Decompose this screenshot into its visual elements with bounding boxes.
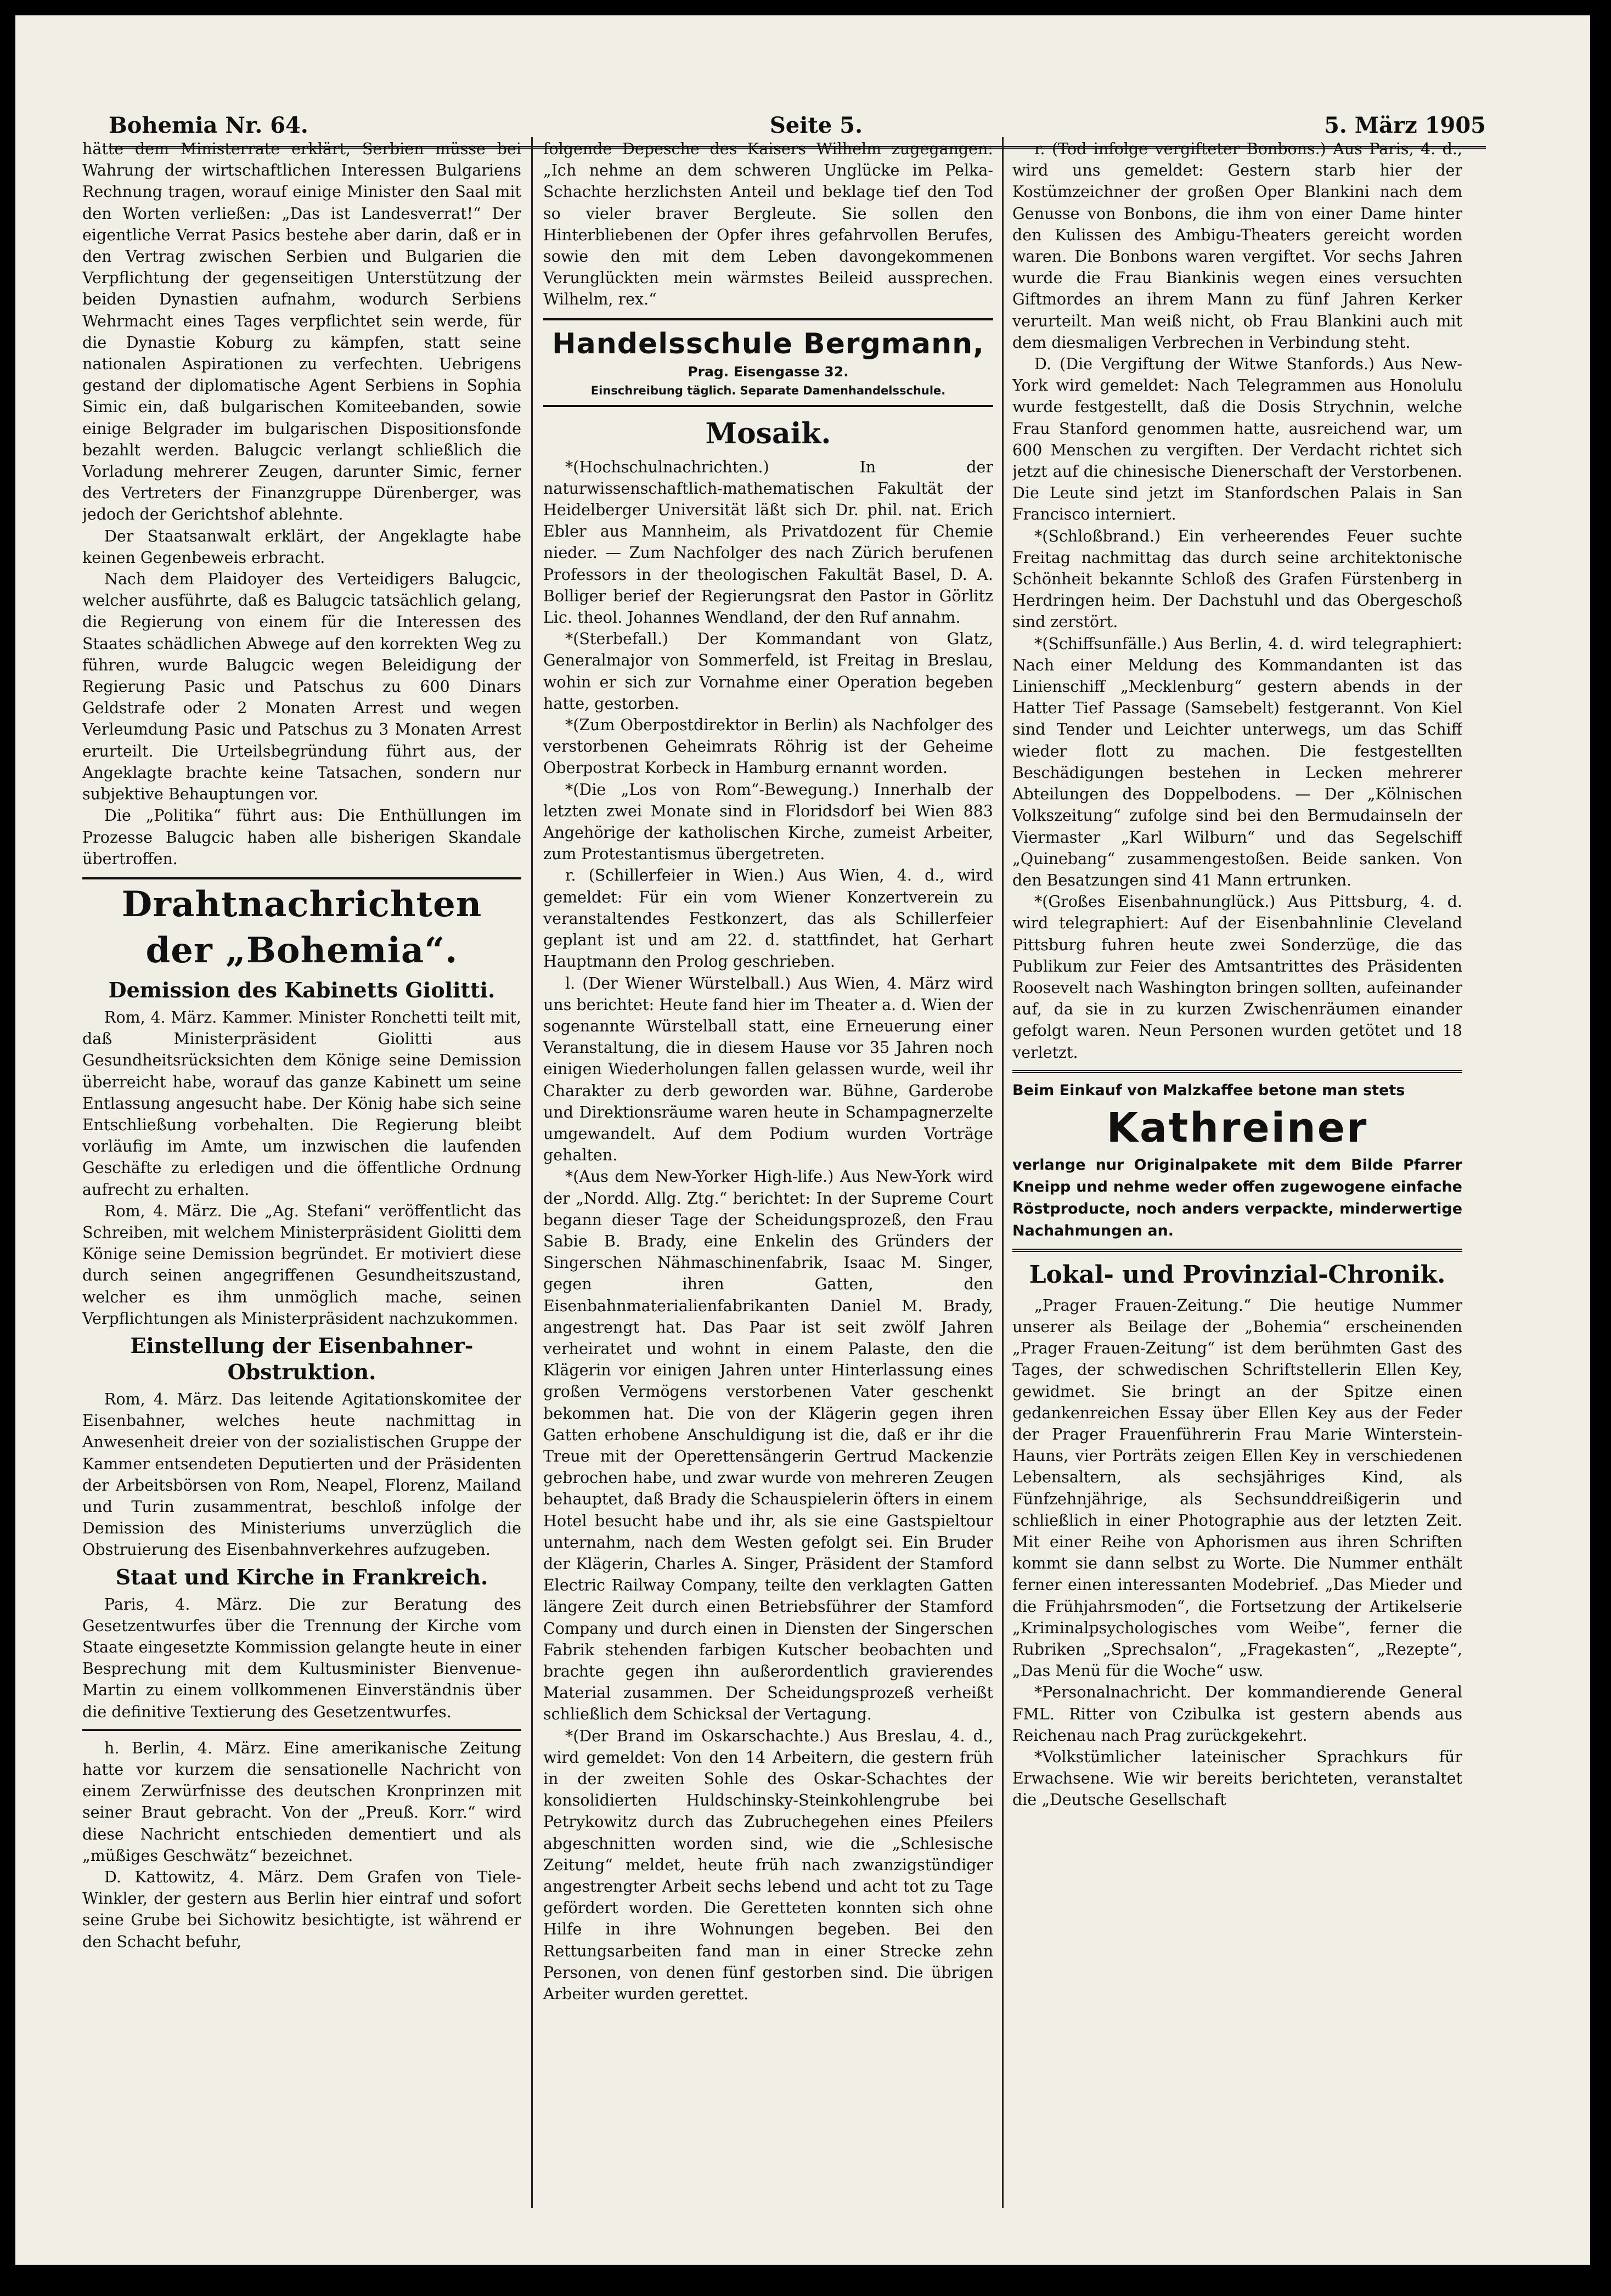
header-issue: Bohemia Nr. 64.: [109, 112, 308, 138]
ad-title: Handelsschule Bergmann,: [552, 327, 984, 360]
article-paragraph: *(Großes Eisenbahnunglück.) Aus Pittsburg, 4. d. wird telegraphiert: Auf der Eisenbahnlinie Cleveland Pittsburg fuhren heute zwei Sonderzüge, die das Publikum zur Feier des Amtsantrittes des Präsidenten Roosevelt nach Washington bringen sollten, aufeinander auf, da sie in zu kurzen Zwischenräumen einander gefolgt waren. Neun Personen wurden getötet und 18 verletzt.: [1012, 893, 1462, 1062]
section-title-lokal: Lokal- und Provinzial-Chronik.: [1029, 1260, 1446, 1289]
column-2: [543, 138, 993, 2005]
header-date: 5. März 1905: [1324, 112, 1486, 138]
article-paragraph: Die „Politika“ führt aus: Die Enthüllungen im Prozesse Balugcic haben alle bisherigen Skandale übertroffen.: [82, 806, 521, 868]
column-rule-2: [1002, 137, 1004, 2208]
article-paragraph: D. Kattowitz, 4. März. Dem Grafen von Tiele-Winkler, der gestern aus Berlin hier eintraf und sofort seine Grube bei Sichowitz besichtigte, ist während er den Schacht befuhr,: [82, 1868, 521, 1951]
article-paragraph: *(Zum Oberpostdirektor in Berlin) als Nachfolger des verstorbenen Geheimrats Röhrig ist der Geheime Oberpostrat Korbeck in Hamburg ernannt worden.: [543, 716, 993, 777]
advertisement-handelsschule: [543, 318, 993, 407]
article-paragraph: Der Staatsanwalt erklärt, der Angeklagte habe keinen Gegenbeweis erbracht.: [82, 527, 521, 567]
article-paragraph: *(Der Brand im Oskarschachte.) Aus Breslau, 4. d., wird gemeldet: Von den 14 Arbeitern, die gestern früh in der zweiten Sohle des Oskar-Schachtes der konsolidierten Huldschinsky-Steinkohlengrube bei Petrykowitz durch das Zubruchegehen eines Pfeilers abgeschnitten worden sind, wie die „Schlesische Zeitung“ meldet, heute früh nach zwanzigstündiger angestrengter Arbeit sechs lebend und acht tot zu Tage gefördert worden. Die Geretteten konnten sich ohne Hilfe in ihre Wohnungen begeben. Bei den Rettungsarbeiten fand man in einer Strecke zehn Personen, von denen fünf gestorben sind. Die übrigen Arbeiter wurden gerettet.: [543, 1727, 993, 2004]
section-title-mosaik: Mosaik.: [705, 416, 831, 450]
ad-title: Kathreiner: [1106, 1104, 1368, 1152]
advertisement-kathreiner: [1012, 1080, 1462, 1242]
article-paragraph: *Personalnachricht. Der kommandierende General FML. Ritter von Czibulka ist gestern abends aus Reichenau nach Prag zurückgekehrt.: [1012, 1683, 1462, 1745]
article-heading: Einstellung der Eisenbahner-Obstruktion.: [130, 1333, 474, 1384]
article-paragraph: l. (Der Wiener Würstelball.) Aus Wien, 4. März wird uns berichtet: Heute fand hier im Theater a. d. Wien der sogenannte Würstelball statt, eine Erneuerung einer Veranstaltung, die in diesem Hause vor 35 Jahren noch einigen Wiederholungen fallen gelassen wurde, weil ihr Charakter zu derb geworden war. Bühne, Garderobe und Direktionsräume waren heute in Schampagnerzelte umgewandelt. Auf dem Podium wurden Vorträge gehalten.: [543, 974, 993, 1165]
header-page-number: Seite 5.: [769, 112, 863, 138]
article-paragraph: Rom, 4. März. Das leitende Agitationskomitee der Eisenbahner, welches heute nachmittag in Anwesenheit dreier von der sozialistischen Gruppe der Kammer entsendeten Deputierten und der Präsidenten der Arbeitsbörsen von Rom, Neapel, Florenz, Mailand und Turin zusammentrat, beschloß infolge der Demission des Ministeriums unverzüglich die Obstruierung des Eisenbahnverkehres aufzugeben.: [82, 1390, 521, 1559]
article-paragraph: r. (Schillerfeier in Wien.) Aus Wien, 4. d., wird gemeldet: Für ein vom Wiener Konzertverein zu veranstaltendes Festkonzert, das als Schillerfeier geplant ist und am 22. d. stattfindet, hat Gerhart Hauptmann den Prolog geschrieben.: [543, 866, 993, 971]
article-paragraph: hätte dem Ministerrate erklärt, Serbien müsse bei Wahrung der wirtschaftlichen Interessen Bulgariens Rechnung tragen, worauf einige Minister den Saal mit den Worten verließen: „Das ist Landesverrat!“ Der eigentliche Verrat Pasics bestehe aber darin, daß er in den Vertrag zwischen Serbien und Bulgarien die Verpflichtung der gegenseitigen Unterstützung der beiden Dynastien aufnahm, wodurch Serbiens Wehrmacht eines Tages verpflichtet sein werde, für die Dynastie Koburg zu kämpfen, statt seine nationalen Aspirationen zu verfechten. Uebrigens gestand der diplomatische Agent Serbiens in Sophia Simic ein, daß bulgarischen Komiteebanden, sowie einige Belgrader im bulgarischen Dispositionsfonde bezahlt werden. Balugcic verlangt schließlich die Vorladung mehrerer Zeugen, darunter Simic, ferner des Vertreters der Finanzgruppe Dürenberger, was jedoch der Gerichtshof ablehnte.: [82, 140, 521, 524]
article-paragraph: *(Sterbefall.) Der Kommandant von Glatz, Generalmajor von Sommerfeld, ist Freitag in Breslau, wohin er sich zur Vornahme einer Operation begeben hatte, gestorben.: [543, 630, 993, 713]
article-paragraph: r. (Tod infolge vergifteter Bonbons.) Aus Paris, 4. d., wird uns gemeldet: Gestern starb hier der Kostümzeichner der großen Oper Blankini nach dem Genusse von Bonbons, die ihm von einer Dame hinter den Kulissen des Ambigu-Theaters gereicht worden waren. Die Bonbons waren vergiftet. Vor sechs Jahren wurde die Frau Biankinis wegen eines versuchten Giftmordes an ihrem Mann zu fünf Jahren Kerker verurteilt. Man weiß nicht, ob Frau Blankini auch mit dem diesmaligen Verbrechen in Verbindung steht.: [1012, 140, 1462, 352]
column-1: [82, 138, 521, 1953]
article-heading: Staat und Kirche in Frankreich.: [115, 1564, 488, 1589]
article-paragraph: h. Berlin, 4. März. Eine amerikanische Zeitung hatte vor kurzem die sensationelle Nachricht von einem Zerwürfnisse des deutschen Kronprinzen mit seiner Braut gebracht. Von der „Preuß. Korr.“ wird diese Nachricht entschieden dementiert und als „müßiges Geschwätz“ bezeichnet.: [82, 1739, 521, 1865]
article-paragraph: Nach dem Plaidoyer des Verteidigers Balugcic, welcher ausführte, daß es Balugcic tatsächlich gelang, die Regierung von einem für die Interessen des Staates schädlichen Abwege auf den korrekten Weg zu führen, wurde Balugcic wegen Beleidigung der Regierung Pasic und Patschus zu 600 Dinars Geldstrafe oder 2 Monaten Arrest und wegen Verleumdung Pasic und Patschus zu 3 Monaten Arrest erurteilt. Die Urteilsbegründung führt aus, der Angeklagte brachte keine Tatsachen, sondern nur subjektive Behauptungen vor.: [82, 570, 521, 804]
ad-address: Prag. Eisengasse 32.: [688, 363, 849, 380]
divider: [1012, 1070, 1462, 1073]
column-rule-1: [531, 137, 533, 2208]
section-title-drahtnachrichten: Drahtnachrichten der „Bohemia“.: [82, 877, 521, 974]
ad-note: Einschreibung täglich. Separate Damenhandelsschule.: [590, 383, 946, 397]
article-paragraph: *(Die „Los von Rom“-Bewegung.) Innerhalb der letzten zwei Monate sind in Floridsdorf bei Wien 883 Angehörige der katholischen Kirche, zumeist Arbeiter, zum Protestantismus übergetreten.: [543, 780, 993, 864]
article-paragraph: Rom, 4. März. Die „Ag. Stefani“ veröffentlicht das Schreiben, mit welchem Ministerpräsident Giolitti dem Könige seine Demission begründet. Er motiviert diese durch seinen angegriffenen Gesundheitszustand, welcher es ihm unmöglich mache, seinen Verpflichtungen als Ministerpräsident nachzukommen.: [82, 1201, 521, 1328]
article-paragraph: Rom, 4. März. Kammer. Minister Ronchetti teilt mit, daß Ministerpräsident Giolitti aus Gesundheitsrücksichten dem Könige seine Demission überreicht habe, worauf das ganze Kabinett um seine Entlassung angesucht habe. Der König habe sich seine Entschließung vorbehalten. Die Regierung bleibt vorläufig im Amte, um inzwischen die laufenden Geschäfte zu erledigen und die öffentliche Ordnung aufrecht zu erhalten.: [82, 1008, 521, 1199]
article-paragraph: *(Hochschulnachrichten.) In der naturwissenschaftlich-mathematischen Fakultät der Heidelberger Universität läßt sich Dr. phil. nat. Erich Ebler aus Mannheim, als Privatdozent für Chemie nieder. — Zum Nachfolger des nach Zürich berufenen Professors in der theologischen Fakultät Basel, D. A. Bolliger berief der Regierungsrat den Pastor in Görlitz Lic. theol. Johannes Wendland, der den Ruf annahm.: [543, 458, 993, 627]
article-paragraph: D. (Die Vergiftung der Witwe Stanfords.) Aus New-York wird gemeldet: Nach Telegrammen aus Honolulu wurde festgestellt, daß die Dosis Strychnin, welche Frau Stanford genommen hatte, ausreichend war, um 600 Menschen zu vergiften. Der Verdacht richtet sich jetzt auf die chinesische Dienerschaft der Verstorbenen. Die Leute sind jetzt im Stanfordschen Palais in San Francisco interniert.: [1012, 355, 1462, 524]
article-paragraph: folgende Depesche des Kaisers Wilhelm zugegangen: „Ich nehme an dem schweren Unglücke im Pelka-Schachte herzlichsten Anteil und beklage tief den Tod so vieler braver Bergleute. Sie sollen den Hinterbliebenen der Opfer ihres gefahrvollen Berufes, sowie den mit dem Leben davongekommenen Verunglückten mein wärmstes Beileid aussprechen. Wilhelm, rex.“: [543, 140, 993, 309]
article-paragraph: *(Schloßbrand.) Ein verheerendes Feuer suchte Freitag nachmittag das durch seine architektonische Schönheit bekannte Schloß des Grafen Fürstenberg in Herdringen heim. Der Dachstuhl und das Obergeschoß sind zerstört.: [1012, 527, 1462, 631]
column-3: [1012, 138, 1462, 1811]
article-heading: Demission des Kabinetts Giolitti.: [108, 977, 495, 1002]
article-paragraph: *(Schiffsunfälle.) Aus Berlin, 4. d. wird telegraphiert: Nach einer Meldung des Kommandanten ist das Linienschiff „Mecklenburg“ gestern abends in der Hatter Tief Passage (Samsebelt) festgerannt. Von Kiel sind Tender und Leichter unterwegs, um das Schiff wieder flott zu machen. Die festgestellten Beschädigungen bestehen in Lecken mehrerer Abteilungen des Doppelbodens. — Der „Kölnischen Volkszeitung“ zufolge sind bei den Bermudainseln der Viermaster „Karl Wilburn“ und das Segelschiff „Quinebang“ zusammengestoßen. Beide sanken. Von den Besatzungen sind 41 Mann ertrunken.: [1012, 634, 1462, 889]
article-paragraph: *(Aus dem New-Yorker High-life.) Aus New-York wird der „Nordd. Allg. Ztg.“ berichtet: In der Supreme Court begann dieser Tage der Scheidungsprozeß, den Frau Sabie B. Brady, eine Enkelin des Gründers der Singerschen Nähmaschinenfabrik, Isaac M. Singer, gegen ihren Gatten, den Eisenbahnmaterialienfabrikanten Daniel M. Brady, angestrengt hat. Das Paar ist seit zwölf Jahren verheiratet und wohnt in einem Palaste, den die Klägerin vor einigen Jahren unter Hinterlassung eines großen Vermögens verstorbenen Vater geschenkt bekommen hat. Die von der Klägerin gegen ihren Gatten erhobene Anschuldigung ist die, daß er ihr die Treue mit der Operettensängerin Gertrud Mackenzie gebrochen habe, und zwar wurde von mehreren Zeugen behauptet, daß Brady die Schauspielerin öfters in einem Hotel besucht habe und ihr, als sie eine Gastspieltour unternahm, nach dem Westen gefolgt sei. Ein Bruder der Klägerin, Charles A. Singer, Präsident der Stamford Electric Railway Company, teilte den verklagten Gatten längere Zeit durch einen Betriebsführer der Stamford Company und durch einen in Diensten der Singerschen Fabrik stehenden farbigen Kutscher beobachten und brachte gegen ihn außerordentlich gravierendes Material zusammen. Der Scheidungsprozeß verheißt schließlich dem Schicksal der Vertagung.: [543, 1167, 993, 1724]
divider: [1012, 1249, 1462, 1252]
article-paragraph: „Prager Frauen-Zeitung.“ Die heutige Nummer unserer als Beilage der „Bohemia“ erscheinenden „Prager Frauen-Zeitung“ ist dem berühmten Gast des Tages, der schwedischen Schriftstellerin Ellen Key, gewidmet. Sie bringt an der Spitze einen gedankenreichen Essay über Ellen Key aus der Feder der Prager Frauenführerin Frau Marie Winterstein-Hauns, vier Porträts zeigen Ellen Key in verschiedenen Lebensaltern, als sechsjähriges Kind, als Fünfzehnjährige, als Sechsunddreißigerin und schließlich in einer Photographie aus der letzten Zeit. Mit einer Reihe von Aphorismen aus ihren Schriften kommt sie dann selbst zu Worte. Die Nummer enthält ferner einen interessanten Modebrief. „Das Mieder und die Frühjahrsmoden“, die Fortsetzung der Artikelserie „Kriminalpsychologisches vom Weibe“, ferner die Rubriken „Sprechsalon“, „Fragekasten“, „Rezepte“, „Das Menü für die Woche“ usw.: [1012, 1296, 1462, 1680]
ad-body: verlange nur Originalpakete mit dem Bilde Pfarrer Kneipp und nehme weder offen zugewogene einfache Röstproducte, noch anders verpackte, minderwertige Nachahmungen an.: [1012, 1156, 1462, 1239]
article-paragraph: *Volkstümlicher lateinischer Sprachkurs für Erwachsene. Wie wir bereits berichteten, veranstaltet die „Deutsche Gesellschaft: [1012, 1748, 1462, 1809]
divider: [82, 1729, 521, 1731]
ad-lead: Beim Einkauf von Malzkaffee betone man stets: [1012, 1081, 1405, 1099]
article-paragraph: Paris, 4. März. Die zur Beratung des Gesetzentwurfes über die Trennung der Kirche vom Staate eingesetzte Kommission gelangte heute in einer Besprechung mit dem Kultusminister Bienvenue-Martin zu einem vollkommenen Einverständnis über die definitive Textierung des Gesetzentwurfes.: [82, 1595, 521, 1721]
